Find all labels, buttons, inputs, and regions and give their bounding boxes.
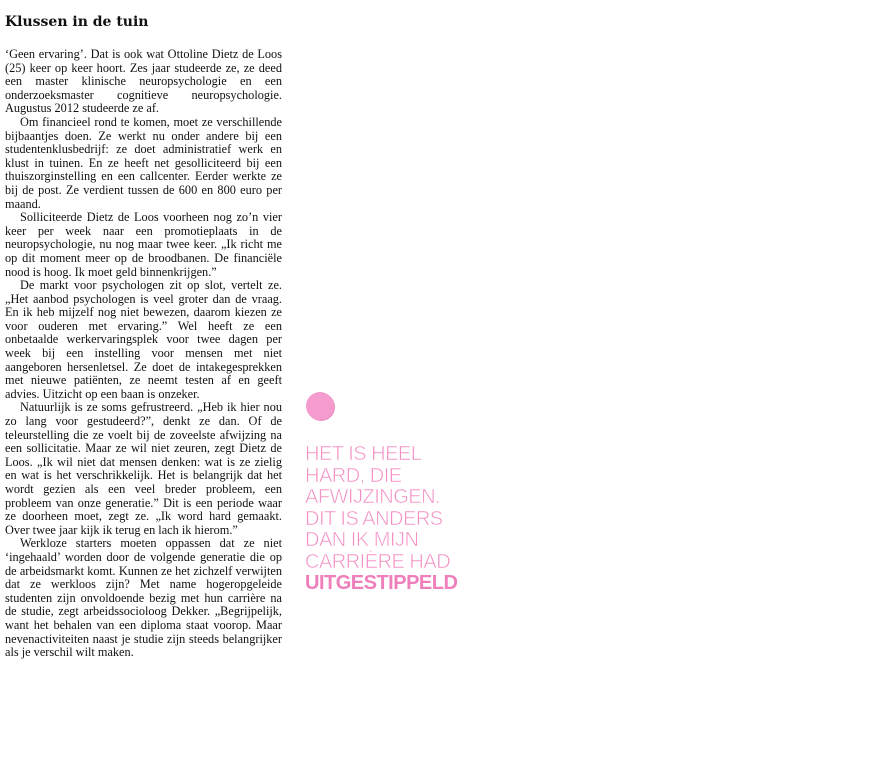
pull-quote-line: DIT IS ANDERS — [305, 507, 443, 530]
article-headline: Klussen in de tuin — [5, 14, 149, 30]
pull-quote-line: HET IS HEEL — [305, 443, 422, 465]
article-paragraph: Solliciteerde Dietz de Loos voorheen nog zo’n vier keer per week naar een promotieplaats in de neuropsychologie, nu nog maar twee keer. „Ik richt me op dit moment meer op de broodbanen. De financiële nood is hoog. Ik moet geld binnenkrijgen.” — [5, 210, 282, 279]
article-paragraph: De markt voor psychologen zit op slot, vertelt ze. „Het aanbod psychologen is veel groter dan de vraag. En ik heb mijzelf nog niet bewezen, daarom kiezen ze voor ouderen met ervaring.” Wel heeft ze een onbetaalde werkervaringsplek voor twee dagen per week bij een instelling voor mensen met niet aangeboren hersenletsel. Ze doet de intakegesprekken met nieuwe patiënten, ze neemt testen af en geeft advies. Uitzicht op een baan is onzeker. — [5, 278, 282, 401]
pull-quote-line: AFWIJZINGEN. — [305, 486, 441, 508]
article-paragraph: Werkloze starters moeten oppassen dat ze niet ‘ingehaald’ worden door de volgende generatie die op de arbeidsmarkt komt. Kunnen ze het zichzelf verwijten dat ze werkloos zijn? Met name hogeropgeleide studenten zijn onvoldoende bezig met hun carrière na de studie, zegt arbeidssocioloog Dekker. „Begrijpelijk, want het behalen van een diploma staat voorop. Maar nevenactiviteiten naast je studie zijn steeds belangrijker als je verschil wilt maken. — [5, 536, 282, 660]
article-column — [5, 12, 282, 660]
pull-quote-line: DAN IK MIJN — [305, 529, 419, 551]
article-paragraph: Natuurlijk is ze soms gefrustreerd. „Heb ik hier nou zo lang voor gestudeerd?”, denkt ze dan. Of de teleurstelling die ze voelt bij de zoveelste afwijzing na een sollicitatie. Maar ze wil niet zeuren, zegt Dietz de Loos. „Ik wil niet dat mensen denken: wat is ze zielig en wat is het verschrikkelijk. Het is belangrijk dat het wordt gezien als een veel breder probleem, een probleem van onze generatie.” Dit is een periode waar ze doorheen moet, zegt ze. „Ik word hard gemaakt. Over twee jaar kijk ik terug en lach ik hierom.” — [5, 400, 282, 537]
pull-quote-line: HARD, DIE — [305, 464, 402, 487]
article-paragraph: Om financieel rond te komen, moet ze verschillende bijbaantjes doen. Ze werkt nu onder andere bij een studentenklusbedrijf: ze doet administratief werk en klust in tuinen. En ze heeft net gesolliciteerd bij een thuiszorginstelling en een callcenter. Eerder werkte ze bij de post. Ze verdient tussen de 600 en 800 euro per maand. — [5, 114, 282, 211]
pull-quote-emphasis: UITGESTIPPELD — [305, 572, 458, 594]
pull-quote-line: CARRIÈRE HAD — [305, 550, 451, 573]
article-paragraph: ‘Geen ervaring’. Dat is ook wat Ottoline Dietz de Loos (25) keer op keer hoort. Zes jaar studeerde ze, ze deed een master klinische neuropsychologie en een onderzoeksmaster cognitieve neuropsychologie. Augustus 2012 studeerde ze af. — [5, 47, 282, 116]
pull-quote — [305, 392, 490, 595]
pink-dot-icon — [306, 392, 334, 420]
